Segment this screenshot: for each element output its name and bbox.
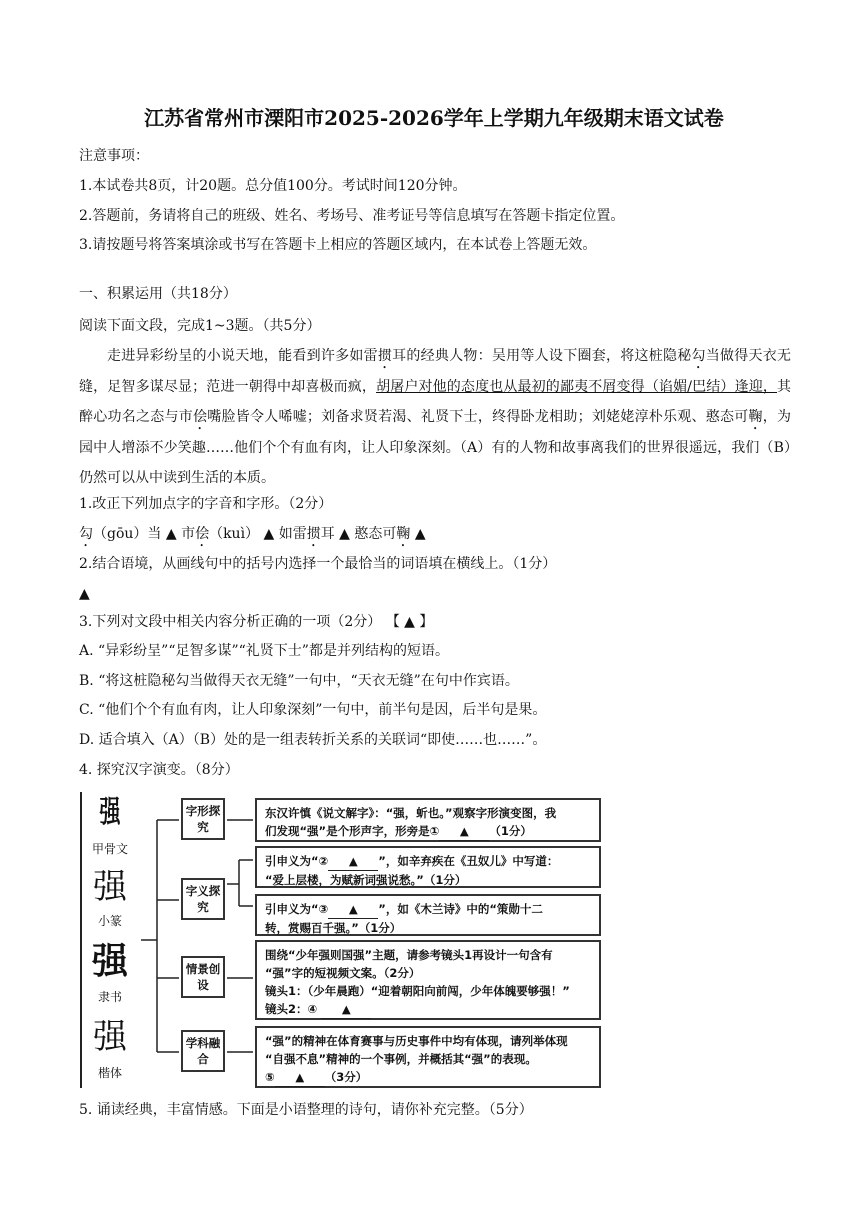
notice-item-1: 1.本试卷共8页，计20题。总分值100分。考试时间120分钟。 bbox=[79, 178, 467, 194]
option-b: B. “将这桩隐秘勾当做得天衣无缝”一句中，“天衣无缝”在句中作宾语。 bbox=[79, 673, 519, 689]
question-2: 2.结合语境，从画线句中的括号内选择一个最恰当的词语填在横线上。（1分） bbox=[79, 556, 557, 572]
option-a: A. “异彩纷呈”“足智多谋”“礼贤下士”都是并列结构的短语。 bbox=[79, 643, 449, 659]
category-shape: 字形探究 bbox=[181, 798, 225, 840]
category-scenario: 情景创设 bbox=[181, 956, 225, 998]
glyph-label-seal: 小篆 bbox=[97, 914, 122, 928]
glyph-label-clerical: 隶书 bbox=[97, 990, 122, 1004]
oracle-bone-glyph: 强 bbox=[99, 795, 121, 830]
question-1: 1.改正下列加点字的字音和字形。（2分） bbox=[79, 496, 333, 512]
regular-script-glyph: 强 bbox=[93, 1017, 127, 1057]
glyph-label-oracle: 甲骨文 bbox=[91, 842, 128, 856]
section-heading: 一、积累运用（共18分） bbox=[79, 286, 237, 302]
box-meaning-2: 引申义为“② ▲ ”，如辛弃疾在《丑奴儿》中写道： “爱上层楼，为赋新词强说愁。”（1分） bbox=[255, 846, 601, 888]
box-meaning-3: 引申义为“③ ▲ ”，如《木兰诗》中的“策勋十二 转，赏赐百千强。”（1分） bbox=[255, 894, 601, 936]
box-interdisciplinary: “强”的精神在体育赛事与历史事件中均有体现，请列举体现 “自强不息”精神的一个事例，并概括其“强”的表现。 ⑤ ▲ （3分） bbox=[255, 1026, 601, 1088]
underlined-sentence: 胡屠户对他的态度也从最初的鄙夷不屑变得（谄媚/巴结）逢迎， bbox=[376, 379, 778, 395]
option-d: D. 适合填入（A）（B）处的是一组表转折关系的关联词“即使……也……”。 bbox=[79, 732, 547, 748]
character-evolution-diagram bbox=[79, 790, 605, 1090]
page-title: 江苏省常州市溧阳市2025-2026学年上学期九年级期末语文试卷 bbox=[144, 106, 724, 130]
option-c: C. “他们个个有血有肉，让人印象深刻”一句中，前半句是因，后半句是果。 bbox=[79, 702, 547, 718]
question-3: 3.下列对文段中相关内容分析正确的一项（2分） 【 ▲ 】 bbox=[79, 614, 434, 630]
question-1-items: 勾（gōu）当 ▲ 市侩（kuì） ▲ 如雷掼耳 ▲ 憨态可鞠 ▲ bbox=[79, 526, 426, 542]
reading-passage: 走进异彩纷呈的小说天地，能看到许多如雷掼耳的经典人物：吴用等人设下圈套，将这桩隐秘勾当做得天衣无缝，足智多谋尽显；范进一朝得中却喜极而疯，胡屠户对他的态度也从最初的鄙夷不屑变得（谄媚/巴结）逢迎，其醉心功名之态与市侩嘴脸皆令人唏嘘；刘备求贤若渴、礼贤下士，终得卧龙相助；刘姥姥淳朴乐观、憨态可鞠，为园中人增添不少笑趣……他们个个有血有肉，让人印象深刻。（A）有的人物和故事离我们的世界很遥远，我们（B）仍然可以从中读到生活的本质。 bbox=[79, 348, 792, 486]
category-meaning: 字义探究 bbox=[181, 878, 225, 920]
category-interdisciplinary: 学科融合 bbox=[181, 1030, 225, 1072]
clerical-script-glyph: 强 bbox=[91, 941, 128, 982]
notice-item-3: 3.请按题号将答案填涂或书写在答题卡上相应的答题区域内，在本试卷上答题无效。 bbox=[79, 237, 597, 253]
box-scenario: 围绕“少年强则国强”主题，请参考镜头1再设计一句含有 “强”字的短视频文案。（2分） 镜头1：（少年晨跑）“迎着朝阳向前闯，少年体魄要够强！” 镜头2：④ ▲ bbox=[255, 940, 601, 1020]
box-shape-exploration: 东汉许慎《说文解字》：“强，蚚也。”观察字形演变图，我 们发现“强”是个形声字，形旁是① ▲ （1分） bbox=[255, 798, 601, 842]
notice-item-2: 2.答题前，务请将自己的班级、姓名、考场号、准考证号等信息填写在答题卡指定位置。 bbox=[79, 208, 625, 224]
question-4: 4. 探究汉字演变。（8分） bbox=[79, 762, 239, 778]
notice-heading: 注意事项： bbox=[79, 148, 149, 164]
glyph-label-regular: 楷体 bbox=[97, 1066, 122, 1080]
reading-intro: 阅读下面文段，完成1~3题。（共5分） bbox=[79, 318, 321, 334]
seal-script-glyph: 强 bbox=[93, 867, 127, 907]
question-2-answer: ▲ bbox=[79, 586, 90, 602]
question-5: 5. 诵读经典，丰富情感。下面是小语整理的诗句，请你补充完整。（5分） bbox=[79, 1102, 533, 1118]
